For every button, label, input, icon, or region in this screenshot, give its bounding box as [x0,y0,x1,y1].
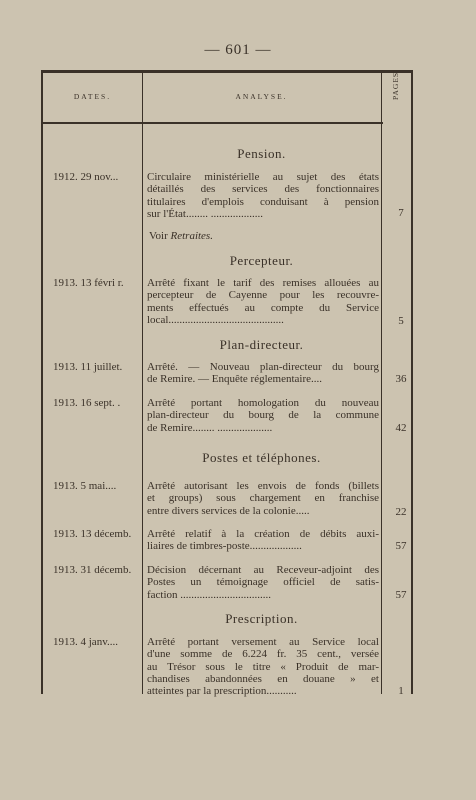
entry-line: Arrêté autorisant les envois de fonds (billets [147,480,379,492]
entry-line: sur l'État........ ................... [147,207,263,220]
entry-text [147,528,379,553]
entry-page: 7 [398,207,404,219]
section-title: Prescription. [225,611,298,626]
entry-line: Arrêté portant versement au Service local [147,636,379,648]
entry-line: détaillés des services des fonctionnaires [147,183,379,196]
entry-line: Arrêté fixant le tarif des remises allouées au [147,277,379,289]
entry-page: 36 [395,373,407,385]
entry-line: et groups) sous chargement en franchise [147,492,379,505]
entry-line: entre divers services de la colonie..... [147,504,310,517]
entry-date: 1913. 4 janv.... [53,636,118,648]
entry-date: 1913. 5 mai.... [53,480,117,492]
entry-text [147,636,379,697]
section-title: Percepteur. [229,253,294,268]
entry-line: local.......................................... [147,313,284,326]
entry-page: 57 [395,540,407,552]
entry-date: 1913. 11 juillet. [53,361,123,373]
entry-line: faction ................................. [147,588,272,601]
entry-date: 1913. 31 décemb. [53,564,132,576]
column-divider-pages [381,70,382,694]
entry-page: 5 [398,315,404,327]
see-also-ref: Retraites. [170,230,213,242]
entry-line: liaires de timbres-poste................... [147,540,302,553]
section-title: Postes et téléphones. [202,450,321,465]
section-title: Plan-directeur. [219,337,304,352]
entry-line: de Remire........ .................... [147,421,273,434]
entry-page: 1 [398,685,404,697]
entry-line: Arrêté. — Nouveau plan-directeur du bourg [147,361,379,373]
entry-line: Arrêté relatif à la création de débits auxi- [147,528,379,540]
entry-line: d'une somme de 6.224 fr. 35 cent., versée [147,648,379,661]
entry-line: atteintes par la prescription........... [147,685,297,698]
entry-line: de Remire. — Enquête réglementaire.... [147,373,323,386]
entry-line: plan-directeur du bourg de la commune [147,409,379,422]
entry-page: 57 [395,589,407,601]
entry-line: chandises abandonnées en douane » et [147,672,379,685]
entry-line: Décision décernant au Receveur-adjoint des [147,564,379,576]
page-number: — 601 — [204,42,272,58]
entry-line: ments effectués au compte du Service [147,301,379,314]
entry-date: 1913. 13 décemb. [53,528,132,540]
entry-line: au Trésor sous le titre « Produit de mar- [147,660,379,673]
entry-line: Arrêté portant homologation du nouveau [147,397,379,409]
entry-text [147,277,379,326]
entry-text [147,564,379,601]
section-title: Pension. [237,146,286,161]
entry-page: 42 [395,422,407,434]
column-divider-dates [142,70,143,694]
entry-date: 1913. 16 sept. . [53,397,121,409]
entry-line: titulaires d'emplois conduisant à pension [147,195,379,208]
entry-line: Circulaire ministérielle au sujet des états [147,171,379,183]
entry-page: 22 [395,506,407,518]
entry-line: percepteur de Cayenne pour les recouvre- [147,289,379,302]
index-table [41,69,413,698]
entry-text [147,171,379,220]
entry-text [147,480,379,517]
top-rule [43,70,411,73]
entry-date: 1913. 13 févri r. [53,277,124,289]
entry-date: 1912. 29 nov... [53,171,119,183]
header-analyse: ANALYSE. [235,92,288,101]
entry-text [147,361,379,386]
header-pages: PAGES. [391,69,400,100]
see-also [149,230,213,242]
header-rule [43,122,383,124]
entry-text [147,397,379,434]
header-dates: DATES. [73,92,112,101]
entry-line: Postes un témoignage officiel de satis- [147,576,379,589]
see-also-prefix: Voir [149,230,168,242]
